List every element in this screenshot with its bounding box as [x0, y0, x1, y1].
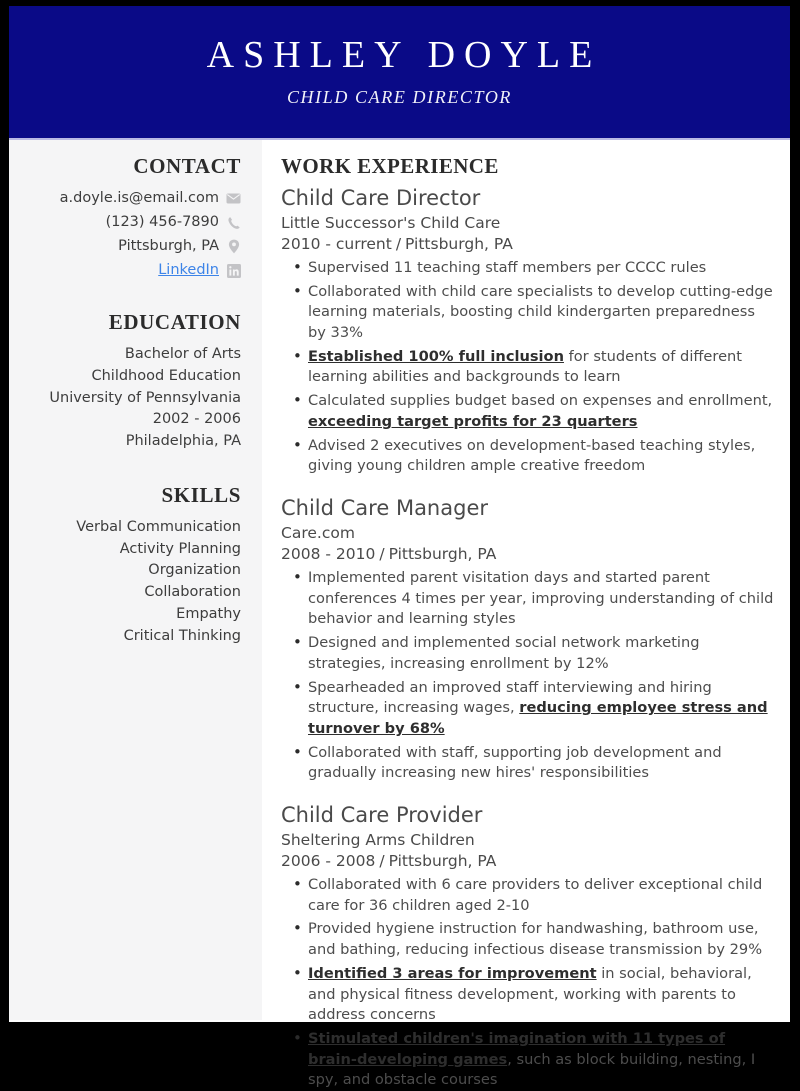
- bullet-highlight: Stimulated children's imagination with 11 types of brain-developing games: [308, 1029, 726, 1068]
- list-item: Verbal Communication: [76, 518, 241, 535]
- job-meta: [281, 234, 774, 256]
- headline-subtitle: CHILD CARE DIRECTOR: [286, 86, 513, 107]
- job-title: Child Care Director: [281, 186, 481, 210]
- job-location: Pittsburgh, PA: [388, 545, 497, 564]
- envelope-icon: [226, 191, 241, 206]
- list-item: [308, 964, 774, 1026]
- job-location: Pittsburgh, PA: [405, 235, 513, 254]
- bullet-text: Calculated supplies budget based on expenses and enrollment,: [308, 392, 773, 410]
- job-company: Sheltering Arms Children: [281, 831, 475, 850]
- email-value: a.doyle.is@email.com: [59, 190, 219, 206]
- sidebar: [9, 140, 262, 1020]
- bullet-text: Collaborated with 6 care providers to deliver exceptional child care for 36 children aged 2-10: [308, 875, 763, 914]
- linkedin-icon[interactable]: [226, 263, 241, 278]
- job-company: Care.com: [281, 524, 355, 543]
- list-item: [308, 391, 774, 432]
- education-field: Childhood Education: [91, 367, 241, 384]
- location-value: Pittsburgh, PA: [118, 238, 219, 255]
- job-title: Child Care Manager: [281, 496, 488, 521]
- contact-item-email: [17, 188, 241, 209]
- resume-body: [9, 140, 790, 1089]
- bullet-text: Provided hygiene instruction for handwashing, bathroom use, and bathing, reducing infectious disease transmission by 29%: [308, 920, 763, 959]
- list-item: [308, 743, 774, 784]
- list-item: [308, 1029, 774, 1091]
- job-dates: 2006 - 2008: [281, 852, 376, 871]
- bullet-highlight: reducing employee stress and turnover by 68%: [308, 699, 768, 737]
- linkedin-link[interactable]: LinkedIn: [158, 262, 219, 279]
- list-item: [308, 347, 774, 388]
- bullet-text: Spearheaded an improved staff interviewing and hiring structure, increasing wages,: [308, 678, 712, 717]
- bullet-text: Advised 2 executives on development-based teaching styles, giving young children ample creative freedom: [308, 436, 756, 475]
- list-item: [308, 568, 774, 630]
- phone-value: (123) 456-7890: [105, 214, 219, 231]
- education-school: University of Pennsylvania: [49, 389, 241, 406]
- list-item: Organization: [148, 562, 241, 579]
- job-dates: 2008 - 2010: [281, 545, 376, 564]
- contact-heading: CONTACT: [133, 154, 241, 178]
- education-section: [17, 310, 241, 453]
- job-entry: [281, 495, 774, 784]
- job-bullet-list: [281, 875, 774, 1091]
- bullet-text: in social, behavioral, and physical fitness development, working with parents to address concerns: [308, 964, 752, 1024]
- job-meta: [281, 544, 774, 566]
- job-meta-separator: /: [379, 545, 385, 564]
- education-heading: EDUCATION: [108, 310, 241, 335]
- list-item: [308, 633, 774, 674]
- list-item: [308, 919, 774, 960]
- list-item: [308, 875, 774, 916]
- bullet-text: Collaborated with child care specialists to develop cutting-edge learning materials, boosting child kindergarten preparedness by 33%: [308, 282, 773, 342]
- contact-section: [17, 154, 241, 281]
- resume-page: [9, 6, 790, 1089]
- list-item: [308, 258, 774, 279]
- job-meta: [281, 851, 774, 873]
- resume-header: [9, 6, 790, 140]
- list-item: Empathy: [176, 605, 241, 622]
- page-title: ASHLEY DOYLE: [206, 34, 602, 77]
- job-location: Pittsburgh, PA: [388, 852, 497, 871]
- education-degree: Bachelor of Arts: [124, 346, 241, 363]
- bullet-text: Supervised 11 teaching staff members per CCCC rules: [308, 258, 707, 276]
- work-experience-list: [281, 185, 774, 1091]
- main-column: [262, 140, 790, 1089]
- contact-item-phone: [17, 212, 241, 233]
- list-item: Critical Thinking: [123, 627, 241, 644]
- job-title: Child Care Provider: [281, 803, 483, 828]
- list-item: [308, 282, 774, 344]
- bullet-highlight: Established 100% full inclusion: [308, 347, 564, 365]
- bullet-highlight: Identified 3 areas for improvement: [308, 964, 597, 982]
- bullet-highlight: exceeding target profits for 23 quarters: [308, 412, 638, 430]
- work-experience-heading: WORK EXPERIENCE: [281, 154, 499, 178]
- list-item: Activity Planning: [119, 540, 241, 557]
- bullet-text: for students of different learning abilities and backgrounds to learn: [308, 347, 743, 386]
- job-entry: [281, 185, 774, 477]
- bullet-text: Collaborated with staff, supporting job development and gradually increasing new hires' responsibilities: [308, 743, 722, 782]
- job-bullet-list: [281, 258, 774, 477]
- education-location: Philadelphia, PA: [125, 433, 241, 450]
- job-dates: 2010 - current: [281, 235, 392, 254]
- skills-section: [17, 483, 241, 648]
- list-item: Collaboration: [144, 584, 241, 601]
- skills-list: [17, 517, 241, 648]
- job-company: Little Successor's Child Care: [281, 214, 501, 233]
- phone-icon: [226, 215, 241, 230]
- contact-item-location: [17, 236, 241, 257]
- job-meta-separator: /: [395, 235, 402, 254]
- job-entry: [281, 802, 774, 1091]
- list-item: [308, 678, 774, 740]
- contact-item-linkedin[interactable]: [17, 260, 241, 281]
- bullet-text: Designed and implemented social network marketing strategies, increasing enrollment by 12%: [308, 634, 700, 672]
- education-dates: 2002 - 2006: [152, 411, 241, 428]
- bullet-text: , such as block building, nesting, I spy, and obstacle courses: [308, 1050, 756, 1089]
- map-pin-icon: [226, 239, 241, 254]
- job-meta-separator: /: [379, 852, 385, 871]
- bullet-text: Implemented parent visitation days and started parent conferences 4 times per year, improving understanding of child behavior and learning styles: [308, 568, 774, 628]
- job-bullet-list: [281, 568, 774, 784]
- list-item: [308, 436, 774, 477]
- skills-heading: SKILLS: [161, 482, 241, 507]
